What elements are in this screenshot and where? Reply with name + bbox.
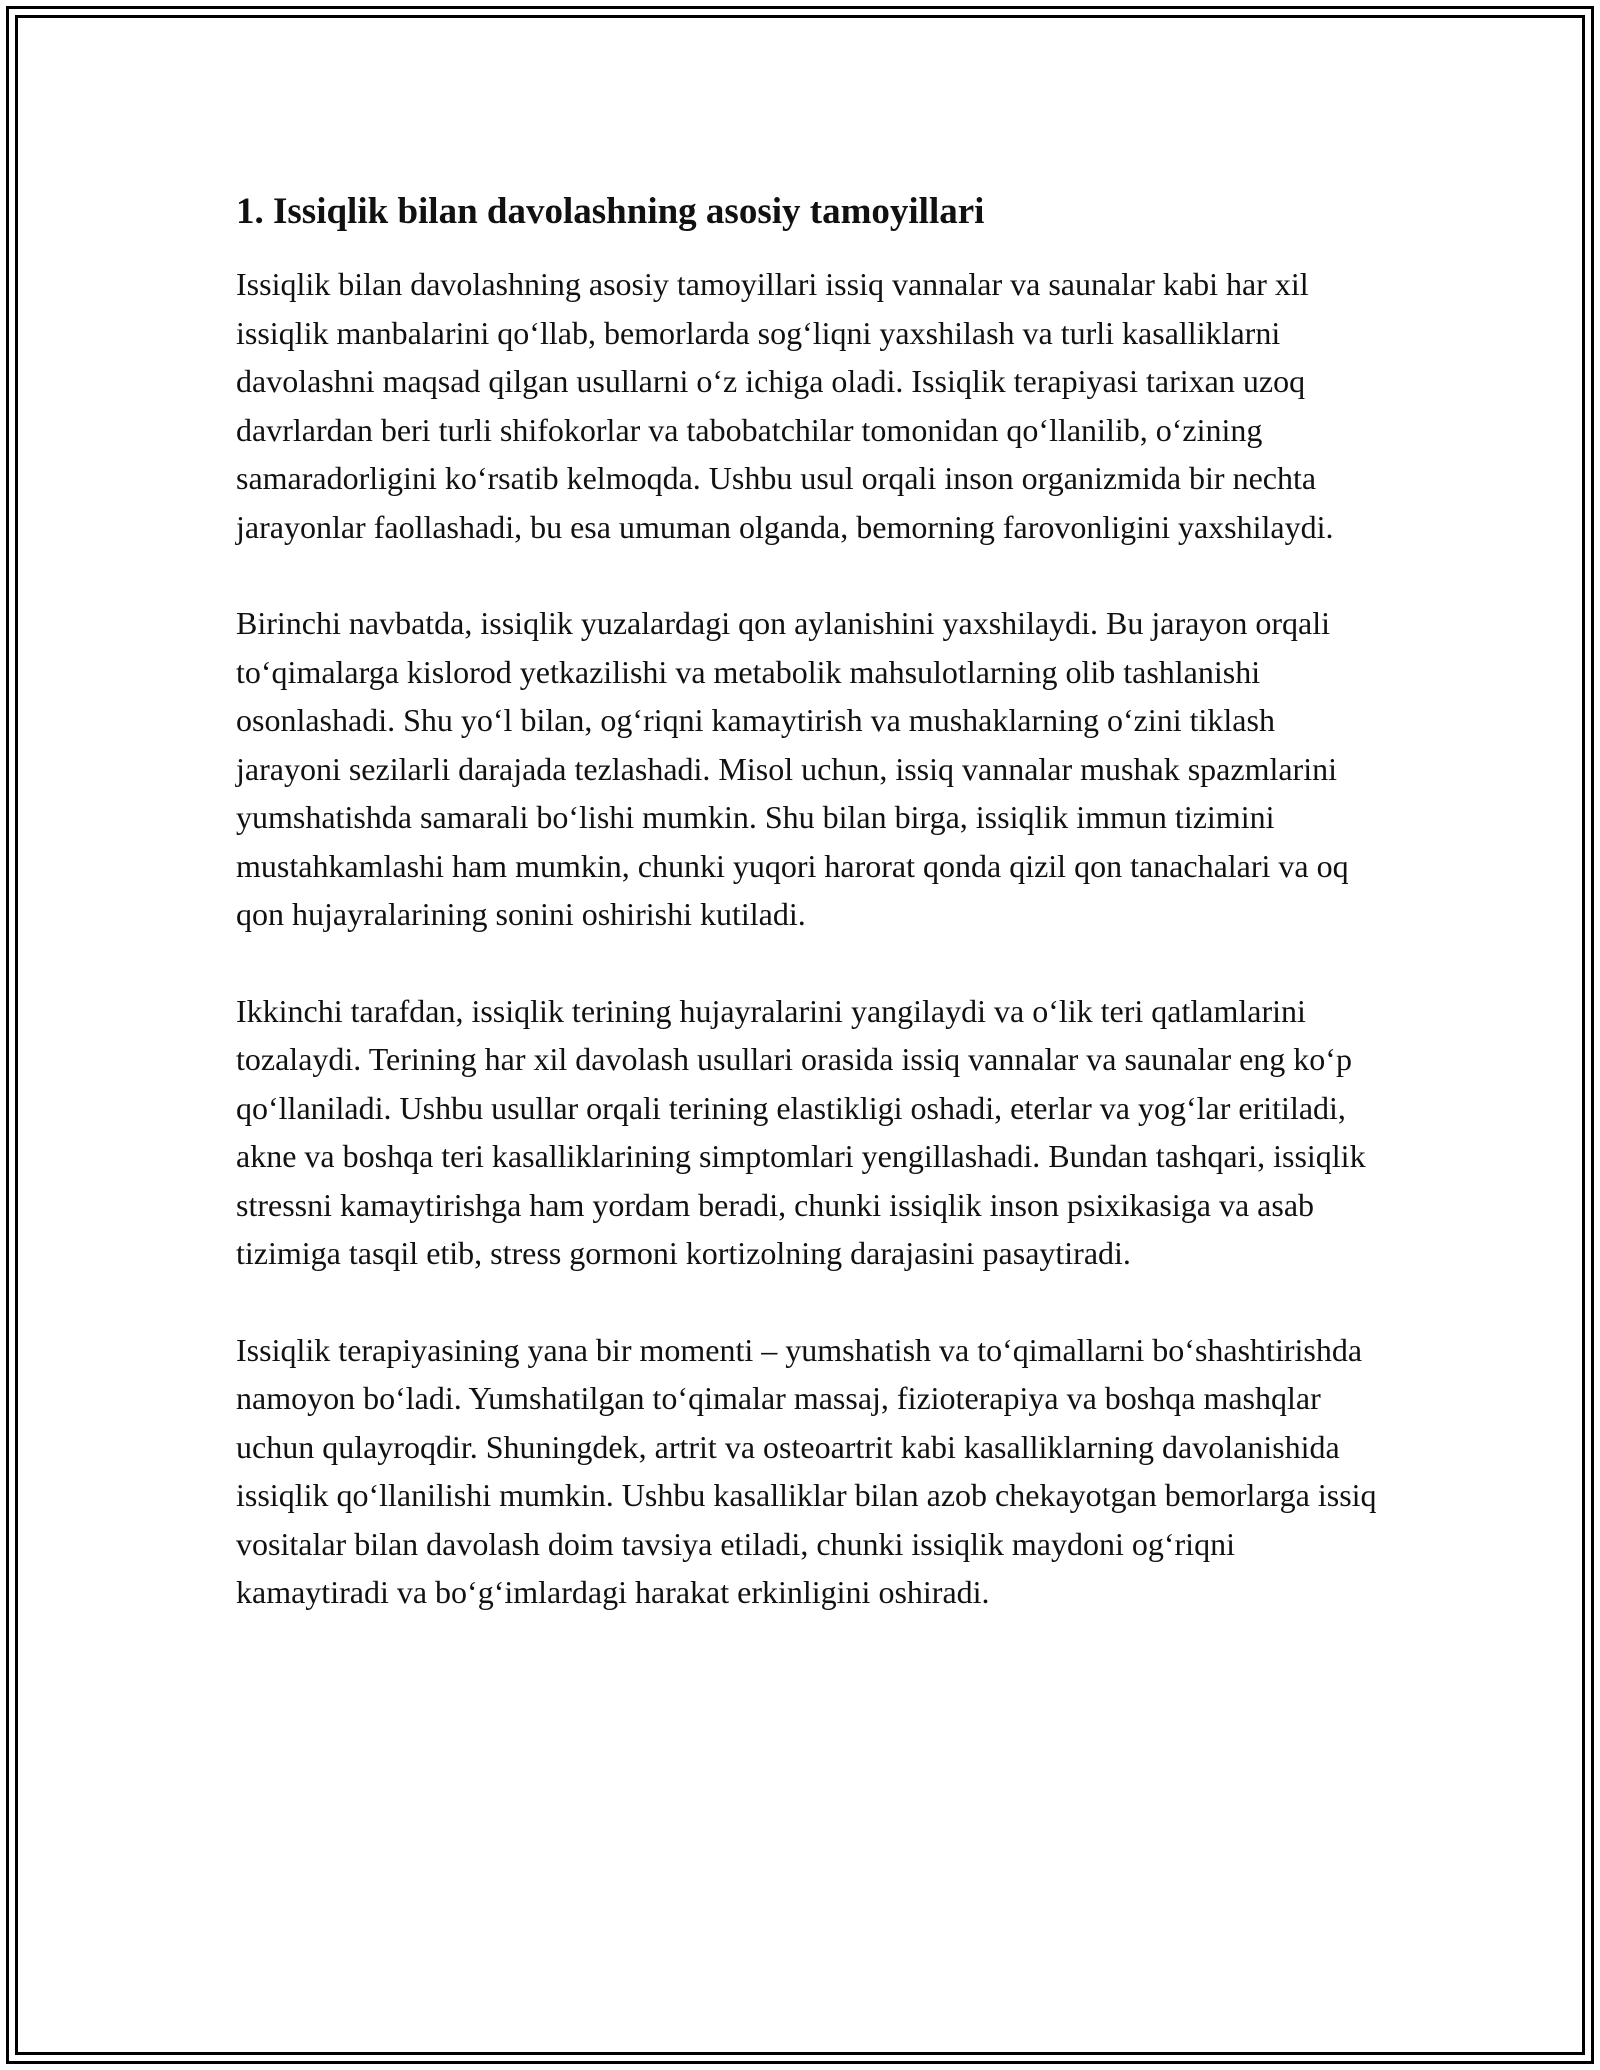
document-body — [236, 186, 1386, 1665]
paragraph-3: Ikkinchi tarafdan, issiqlik terining hujayralarini yangilaydi va o‘lik teri qatlamlarini tozalaydi. Terining har xil davolash usullari orasida issiq vannalar va saunalar eng ko‘p qo‘llaniladi. Ushbu usullar orqali terining elastikligi oshadi, eterlar va yog‘lar eritiladi, akne va boshqa teri kasalliklarining simptomlari yengillashadi. Bundan tashqari, issiqlik stressni kamaytirishga ham yordam beradi, chunki issiqlik inson psixikasiga va asab tizimiga tasqil etib, stress gormoni kortizolning darajasini pasaytiradi. — [236, 992, 1366, 1271]
paragraph-4: Issiqlik terapiyasining yana bir momenti – yumshatish va to‘qimallarni bo‘shashtirishda namoyon bo‘ladi. Yumshatilgan to‘qimalar massaj, fizioterapiya va boshqa mashqlar uchun qulayroqdir. Shuningdek, artrit va osteoartrit kabi kasalliklarning davolanishida issiqlik qo‘llanilishi mumkin. Ushbu kasalliklar bilan azob chekayotgan bemorlarga issiq vositalar bilan davolash doim tavsiya etiladi, chunki issiqlik maydoni og‘riqni kamaytiradi va bo‘g‘imlardagi harakat erkinligini oshiradi. — [236, 1331, 1377, 1610]
paragraph-1: Issiqlik bilan davolashning asosiy tamoyillari issiq vannalar va saunalar kabi har xil issiqlik manbalarini qo‘llab, bemorlarda sog‘liqni yaxshilash va turli kasalliklarni davolashni maqsad qilgan usullarni o‘z ichiga oladi. Issiqlik terapiyasi tarixan uzoq davrlardan beri turli shifokorlar va tabobatchilar tomonidan qo‘llanilib, o‘zining samaradorligini ko‘rsatib kelmoqda. Ushbu usul orqali inson organizmida bir nechta jarayonlar faollashadi, bu esa umuman olganda, bemorning farovonligini yaxshilaydi. — [236, 266, 1334, 545]
paragraph-2: Birinchi navbatda, issiqlik yuzalardagi qon aylanishini yaxshilaydi. Bu jarayon orqali to‘qimalarga kislorod yetkazilishi va metabolik mahsulotlarning olib tashlanishi osonlashadi. Shu yo‘l bilan, og‘riqni kamaytirish va mushaklarning o‘zini tiklash jarayoni sezilarli darajada tezlashadi. Misol uchun, issiq vannalar mushak spazmlarini yumshatishda samarali bo‘lishi mumkin. Shu bilan birga, issiqlik immun tizimini mustahkamlashi ham mumkin, chunki yuqori harorat qonda qizil qon tanachalari va oq qon hujayralarining sonini oshirishi kutiladi. — [236, 605, 1349, 932]
section-heading: 1. Issiqlik bilan davolashning asosiy tamoyillari — [236, 191, 985, 232]
